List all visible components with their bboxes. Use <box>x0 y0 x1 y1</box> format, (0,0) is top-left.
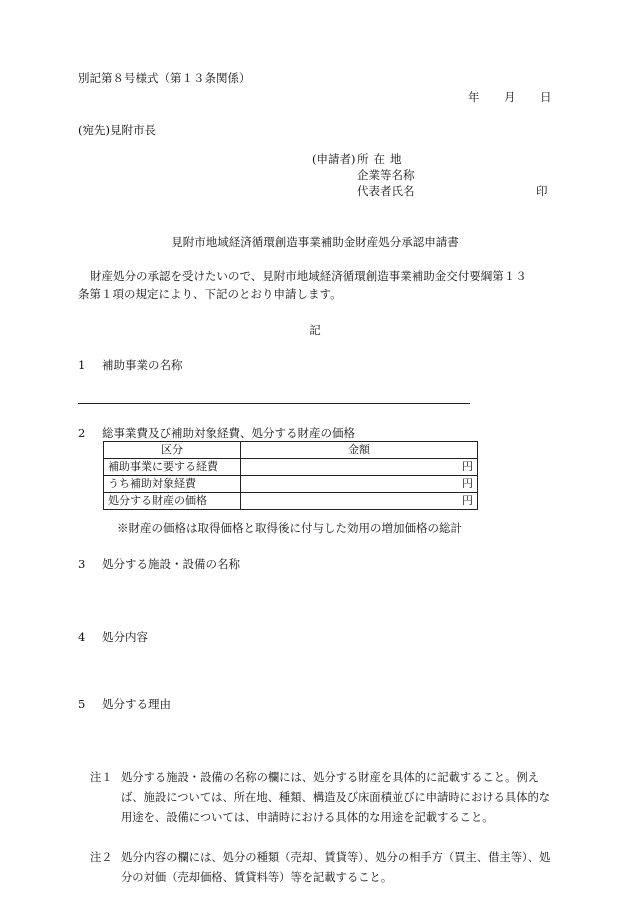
form-number: 別記第８号様式（第１３条関係） <box>78 71 251 85</box>
date-day: 日 <box>540 90 552 104</box>
section-number: 3 <box>78 557 86 571</box>
row-category: 処分する財産の価格 <box>104 493 241 510</box>
body-text-line-1: 財産処分の承認を受けたいので、見附市地域経済循環創造事業補助金交付要綱第１３ <box>90 269 527 283</box>
table-note: ※財産の価格は取得価格と取得後に付与した効用の増加価格の総計 <box>117 521 462 535</box>
table-row <box>104 459 478 476</box>
table-row <box>104 493 478 510</box>
section-number: 4 <box>78 630 86 644</box>
applicant-company-label: 企業等名称 <box>357 168 415 182</box>
row-amount-unit: 円 <box>241 459 478 476</box>
applicant-address-label: 所在地 <box>357 152 407 166</box>
ki-marker: 記 <box>309 323 321 337</box>
section-title: 処分する理由 <box>102 697 171 711</box>
price-table <box>103 441 478 510</box>
section-number: 2 <box>78 426 86 440</box>
note-2 <box>90 848 560 888</box>
table-row <box>104 476 478 493</box>
header-amount: 金額 <box>241 442 478 459</box>
section-5-heading <box>78 696 171 712</box>
section-title: 総事業費及び補助対象経費、処分する財産の価格 <box>102 426 355 440</box>
table-header-row <box>104 442 478 459</box>
header-category: 区分 <box>104 442 241 459</box>
document-title: 見附市地域経済循環創造事業補助金財産処分承認申請書 <box>171 235 459 249</box>
section-1-heading <box>78 357 183 373</box>
row-category: うち補助対象経費 <box>104 476 241 493</box>
section-4-heading <box>78 629 148 645</box>
note-label: 注１ <box>90 771 113 784</box>
applicant-representative-label: 代表者氏名 <box>357 184 415 198</box>
row-amount-unit: 円 <box>241 476 478 493</box>
section-3-heading <box>78 556 240 572</box>
applicant-role-label: (申請者) <box>312 152 356 166</box>
date-month: 月 <box>504 90 516 104</box>
body-text-line-2: 条第１項の規定により、下記のとおり申請します。 <box>78 287 342 301</box>
section-number: 1 <box>78 358 86 372</box>
note-text: 処分内容の欄には、処分の種類（売却、賃貸等）、処分の相手方（買主、借主等）、処分の対価（売却価格、賃貸料等）等を記載すること。 <box>121 851 551 884</box>
project-name-underline <box>78 403 470 404</box>
note-text: 処分する施設・設備の名称の欄には、処分する財産を具体的に記載すること。例えば、施設については、所在地、種類、構造及び床面積並びに申請時における具体的な用途を、設備については、申請時における具体的な用途を記載すること。 <box>121 771 551 824</box>
section-title: 処分内容 <box>102 630 148 644</box>
section-number: 5 <box>78 697 86 711</box>
section-title: 処分する施設・設備の名称 <box>102 557 240 571</box>
row-category: 補助事業に要する経費 <box>104 459 241 476</box>
section-2-heading <box>78 425 355 441</box>
note-label: 注２ <box>90 851 113 864</box>
row-amount-unit: 円 <box>241 493 478 510</box>
note-1 <box>90 768 560 828</box>
section-title: 補助事業の名称 <box>102 358 183 372</box>
addressee: (宛先)見附市長 <box>78 123 156 137</box>
date-year: 年 <box>468 90 480 104</box>
seal-mark: 印 <box>536 184 548 198</box>
